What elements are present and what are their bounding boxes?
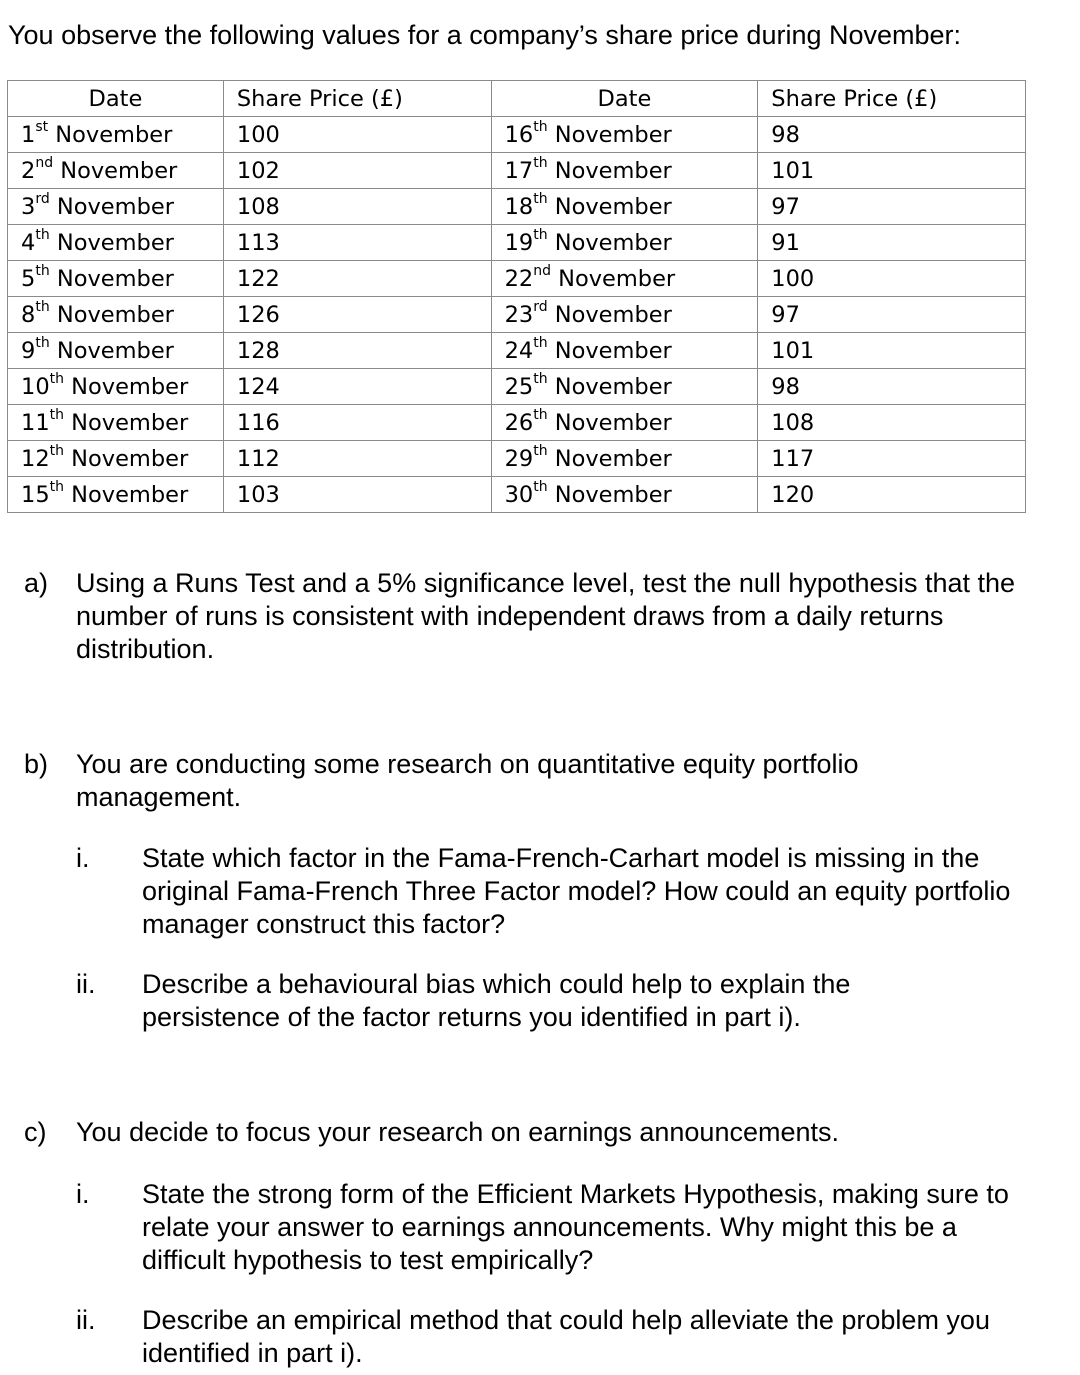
day-suffix: nd	[35, 154, 54, 171]
question-b-text: You are conducting some research on quantitative equity portfolio management.	[76, 749, 859, 812]
month-name: November	[56, 193, 174, 220]
price-cell: 108	[758, 405, 1026, 441]
table-row	[8, 225, 1026, 261]
day-number: 3	[21, 193, 36, 220]
date-cell	[8, 477, 224, 513]
day-suffix: th	[35, 262, 50, 279]
day-number: 26	[504, 409, 534, 436]
table-row	[8, 405, 1026, 441]
month-name: November	[71, 373, 189, 400]
question-a-label: a)	[24, 568, 49, 598]
day-number: 18	[504, 193, 534, 220]
month-name: November	[554, 445, 672, 472]
day-number: 22	[504, 265, 534, 292]
day-suffix: th	[533, 442, 548, 459]
date-cell	[491, 405, 758, 441]
day-suffix: rd	[533, 298, 548, 315]
month-name: November	[554, 337, 672, 364]
day-suffix: st	[35, 118, 49, 135]
day-suffix: th	[49, 442, 65, 459]
day-suffix: th	[533, 226, 548, 243]
question-c-ii-label: ii.	[76, 1305, 96, 1335]
day-suffix: th	[533, 334, 548, 351]
table-row	[8, 261, 1026, 297]
day-number: 8	[21, 301, 36, 328]
day-number: 5	[21, 265, 36, 292]
day-number: 16	[504, 121, 534, 148]
question-c-i-label: i.	[76, 1179, 90, 1209]
date-cell	[491, 441, 758, 477]
date-cell	[8, 261, 224, 297]
price-cell: 117	[758, 441, 1026, 477]
question-b-i-label: i.	[76, 843, 90, 873]
date-cell	[491, 153, 758, 189]
date-cell	[8, 117, 224, 153]
header-price-1: Share Price (£)	[223, 81, 491, 117]
price-cell: 101	[758, 333, 1026, 369]
month-name: November	[554, 193, 672, 220]
month-name: November	[56, 265, 174, 292]
date-cell	[8, 225, 224, 261]
date-cell	[8, 153, 224, 189]
date-cell	[491, 369, 758, 405]
month-name: November	[554, 409, 672, 436]
table-row	[8, 189, 1026, 225]
question-b-i-text: State which factor in the Fama-French-Carhart model is missing in the original Fama-French Three Factor model? How could an equity portfolio manager construct this factor?	[142, 843, 1011, 939]
month-name: November	[56, 229, 174, 256]
day-suffix: th	[533, 406, 548, 423]
question-b-label: b)	[24, 749, 49, 779]
day-number: 9	[21, 337, 36, 364]
day-suffix: th	[533, 190, 548, 207]
question-a-text: Using a Runs Test and a 5% significance level, test the null hypothesis that the number of runs is consistent with independent draws from a daily returns distribution.	[76, 568, 1016, 664]
header-price-2: Share Price (£)	[758, 81, 1026, 117]
day-number: 2	[21, 157, 36, 184]
price-cell: 102	[223, 153, 491, 189]
month-name: November	[554, 121, 672, 148]
month-name: November	[71, 481, 189, 508]
date-cell	[491, 225, 758, 261]
price-cell: 122	[223, 261, 491, 297]
date-cell	[491, 333, 758, 369]
date-cell	[491, 477, 758, 513]
table-body	[8, 117, 1026, 513]
date-cell	[491, 297, 758, 333]
date-cell	[8, 189, 224, 225]
price-cell: 91	[758, 225, 1026, 261]
price-cell: 108	[223, 189, 491, 225]
header-date-1: Date	[8, 81, 224, 117]
day-number: 10	[21, 373, 50, 400]
day-suffix: th	[533, 154, 548, 171]
table-row	[8, 477, 1026, 513]
day-number: 30	[504, 481, 534, 508]
day-number: 29	[504, 445, 534, 472]
day-suffix: th	[35, 334, 50, 351]
day-suffix: nd	[533, 262, 551, 279]
day-number: 1	[21, 121, 36, 148]
date-cell	[8, 333, 224, 369]
date-cell	[491, 261, 758, 297]
date-cell	[8, 405, 224, 441]
month-name: November	[55, 121, 173, 148]
price-cell: 98	[758, 369, 1026, 405]
month-name: November	[554, 301, 672, 328]
price-cell: 100	[758, 261, 1026, 297]
month-name: November	[554, 481, 672, 508]
table-row	[8, 117, 1026, 153]
table-header-row	[8, 81, 1026, 117]
day-number: 4	[21, 229, 36, 256]
day-suffix: th	[49, 406, 65, 423]
question-c-text: You decide to focus your research on earnings announcements.	[76, 1117, 840, 1147]
day-suffix: th	[35, 226, 50, 243]
day-number: 19	[504, 229, 534, 256]
month-name: November	[56, 301, 174, 328]
question-c-i-text: State the strong form of the Efficient Markets Hypothesis, making sure to relate your answer to earnings announcements. Why might this be a difficult hypothesis to test empirically?	[142, 1179, 1009, 1275]
question-b-ii-text: Describe a behavioural bias which could help to explain the persistence of the factor returns you identified in part i).	[142, 969, 851, 1032]
month-name: November	[56, 337, 174, 364]
price-cell: 124	[223, 369, 491, 405]
question-c-label: c)	[24, 1117, 47, 1147]
question-c-ii-text: Describe an empirical method that could help alleviate the problem you identified in part i).	[142, 1305, 990, 1368]
price-cell: 120	[758, 477, 1026, 513]
table-row	[8, 441, 1026, 477]
day-suffix: th	[49, 478, 65, 495]
month-name: November	[60, 157, 178, 184]
day-suffix: th	[533, 118, 548, 135]
day-number: 25	[504, 373, 534, 400]
share-price-table	[7, 80, 1026, 513]
price-cell: 103	[223, 477, 491, 513]
month-name: November	[554, 229, 672, 256]
price-cell: 97	[758, 189, 1026, 225]
price-cell: 128	[223, 333, 491, 369]
table-row	[8, 297, 1026, 333]
month-name: November	[71, 409, 189, 436]
price-cell: 113	[223, 225, 491, 261]
price-cell: 97	[758, 297, 1026, 333]
header-date-2: Date	[491, 81, 758, 117]
day-suffix: th	[533, 478, 548, 495]
date-cell	[8, 441, 224, 477]
date-cell	[8, 369, 224, 405]
day-number: 12	[21, 445, 50, 472]
price-cell: 100	[223, 117, 491, 153]
table-row	[8, 369, 1026, 405]
price-cell: 126	[223, 297, 491, 333]
day-number: 11	[21, 409, 50, 436]
day-number: 23	[504, 301, 534, 328]
day-suffix: th	[35, 298, 50, 315]
month-name: November	[554, 373, 672, 400]
day-suffix: th	[533, 370, 548, 387]
month-name: November	[71, 445, 189, 472]
question-b-ii-label: ii.	[76, 969, 96, 999]
day-number: 15	[21, 481, 50, 508]
day-number: 24	[504, 337, 534, 364]
price-cell: 98	[758, 117, 1026, 153]
month-name: November	[558, 265, 676, 292]
day-suffix: rd	[35, 190, 50, 207]
day-suffix: th	[49, 370, 65, 387]
price-cell: 112	[223, 441, 491, 477]
price-cell: 116	[223, 405, 491, 441]
date-cell	[491, 189, 758, 225]
day-number: 17	[504, 157, 534, 184]
table-row	[8, 333, 1026, 369]
month-name: November	[554, 157, 672, 184]
price-cell: 101	[758, 153, 1026, 189]
date-cell	[8, 297, 224, 333]
table-row	[8, 153, 1026, 189]
intro-text: You observe the following values for a company’s share price during November:	[8, 20, 962, 50]
date-cell	[491, 117, 758, 153]
